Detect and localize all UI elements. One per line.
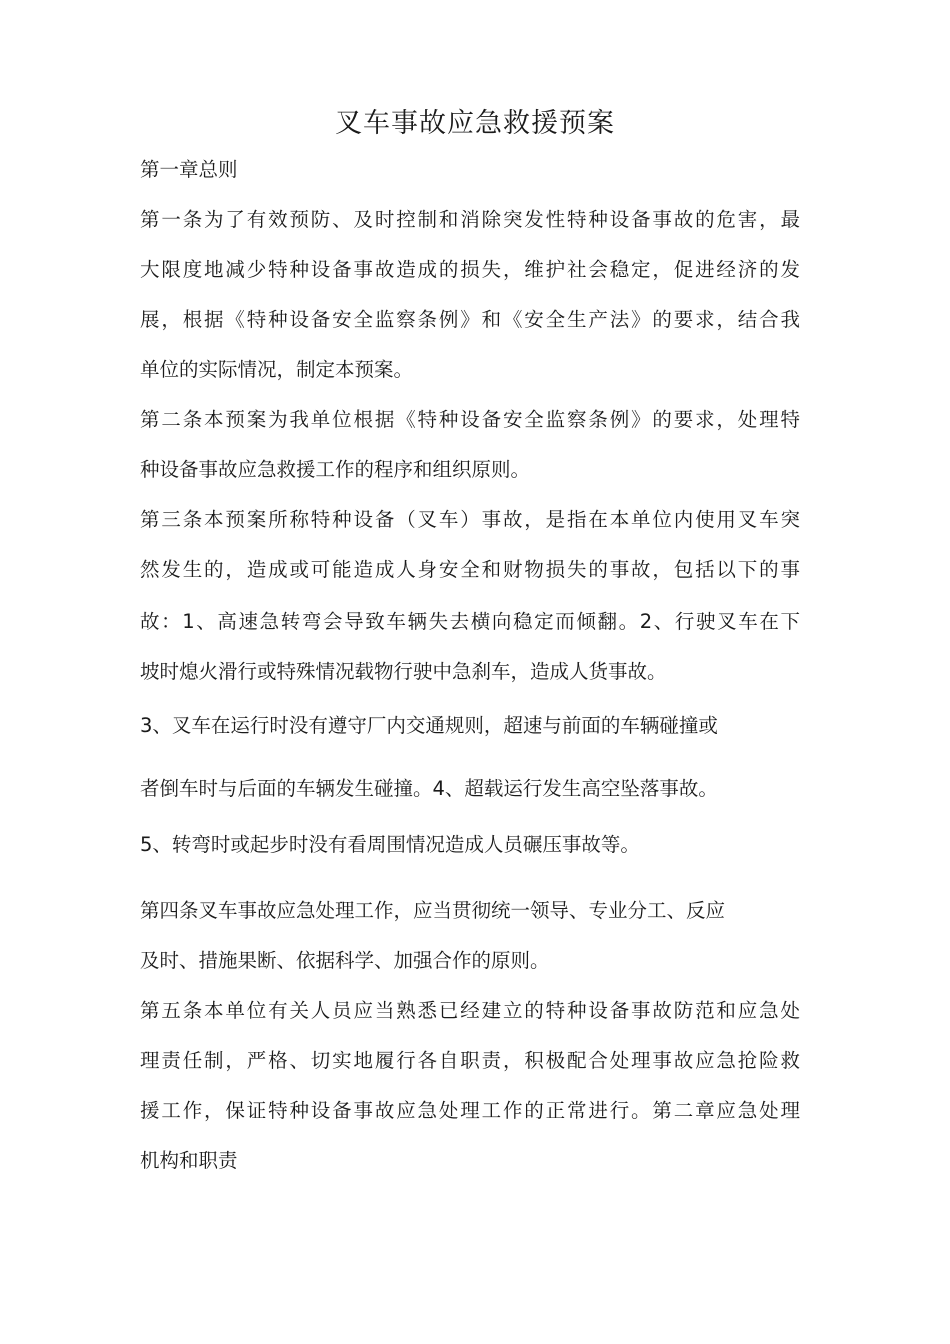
text-line: 种设备事故应急救援工作的程序和组织原则。	[140, 458, 531, 481]
text-line: 及时、措施果断、依据科学、加强合作的原则。	[140, 949, 550, 972]
text-line: 然发生的，造成或可能造成人身安全和财物损失的事故，包括以下的事	[140, 558, 800, 581]
text-line: 者倒车时与后面的车辆发生碰撞。4、超载运行发生高空坠落事故。	[140, 777, 718, 800]
text-line: 援工作，保证特种设备事故应急处理工作的正常进行。第二章应急处理	[140, 1099, 800, 1122]
text-line: 理责任制，严格、切实地履行各自职责，积极配合处理事故应急抢险救	[140, 1049, 800, 1072]
text-line: 故：1、高速急转弯会导致车辆失去横向稳定而倾翻。2、行驶叉车在下	[140, 610, 800, 633]
text-line: 展，根据《特种设备安全监察条例》和《安全生产法》的要求，结合我	[140, 308, 800, 331]
document-title: 叉车事故应急救援预案	[335, 108, 615, 139]
text-line: 5、转弯时或起步时没有看周围情况造成人员碾压事故等。	[140, 833, 640, 856]
chapter-heading: 第一章总则	[140, 158, 238, 181]
text-line: 机构和职责	[140, 1149, 238, 1172]
text-line: 3、叉车在运行时没有遵守厂内交通规则，超速与前面的车辆碰撞或	[140, 714, 718, 737]
text-line: 第二条本预案为我单位根据《特种设备安全监察条例》的要求，处理特	[140, 408, 800, 431]
text-line: 第一条为了有效预防、及时控制和消除突发性特种设备事故的危害，最	[140, 208, 800, 231]
text-line: 坡时熄火滑行或特殊情况载物行驶中急刹车，造成人货事故。	[140, 660, 667, 683]
text-line: 第三条本预案所称特种设备（叉车）事故，是指在本单位内使用叉车突	[140, 508, 800, 531]
text-line: 大限度地减少特种设备事故造成的损失，维护社会稳定，促进经济的发	[140, 258, 800, 281]
text-line: 第五条本单位有关人员应当熟悉已经建立的特种设备事故防范和应急处	[140, 999, 800, 1022]
text-line: 单位的实际情况，制定本预案。	[140, 358, 414, 381]
text-line: 第四条叉车事故应急处理工作，应当贯彻统一领导、专业分工、反应	[140, 899, 726, 922]
